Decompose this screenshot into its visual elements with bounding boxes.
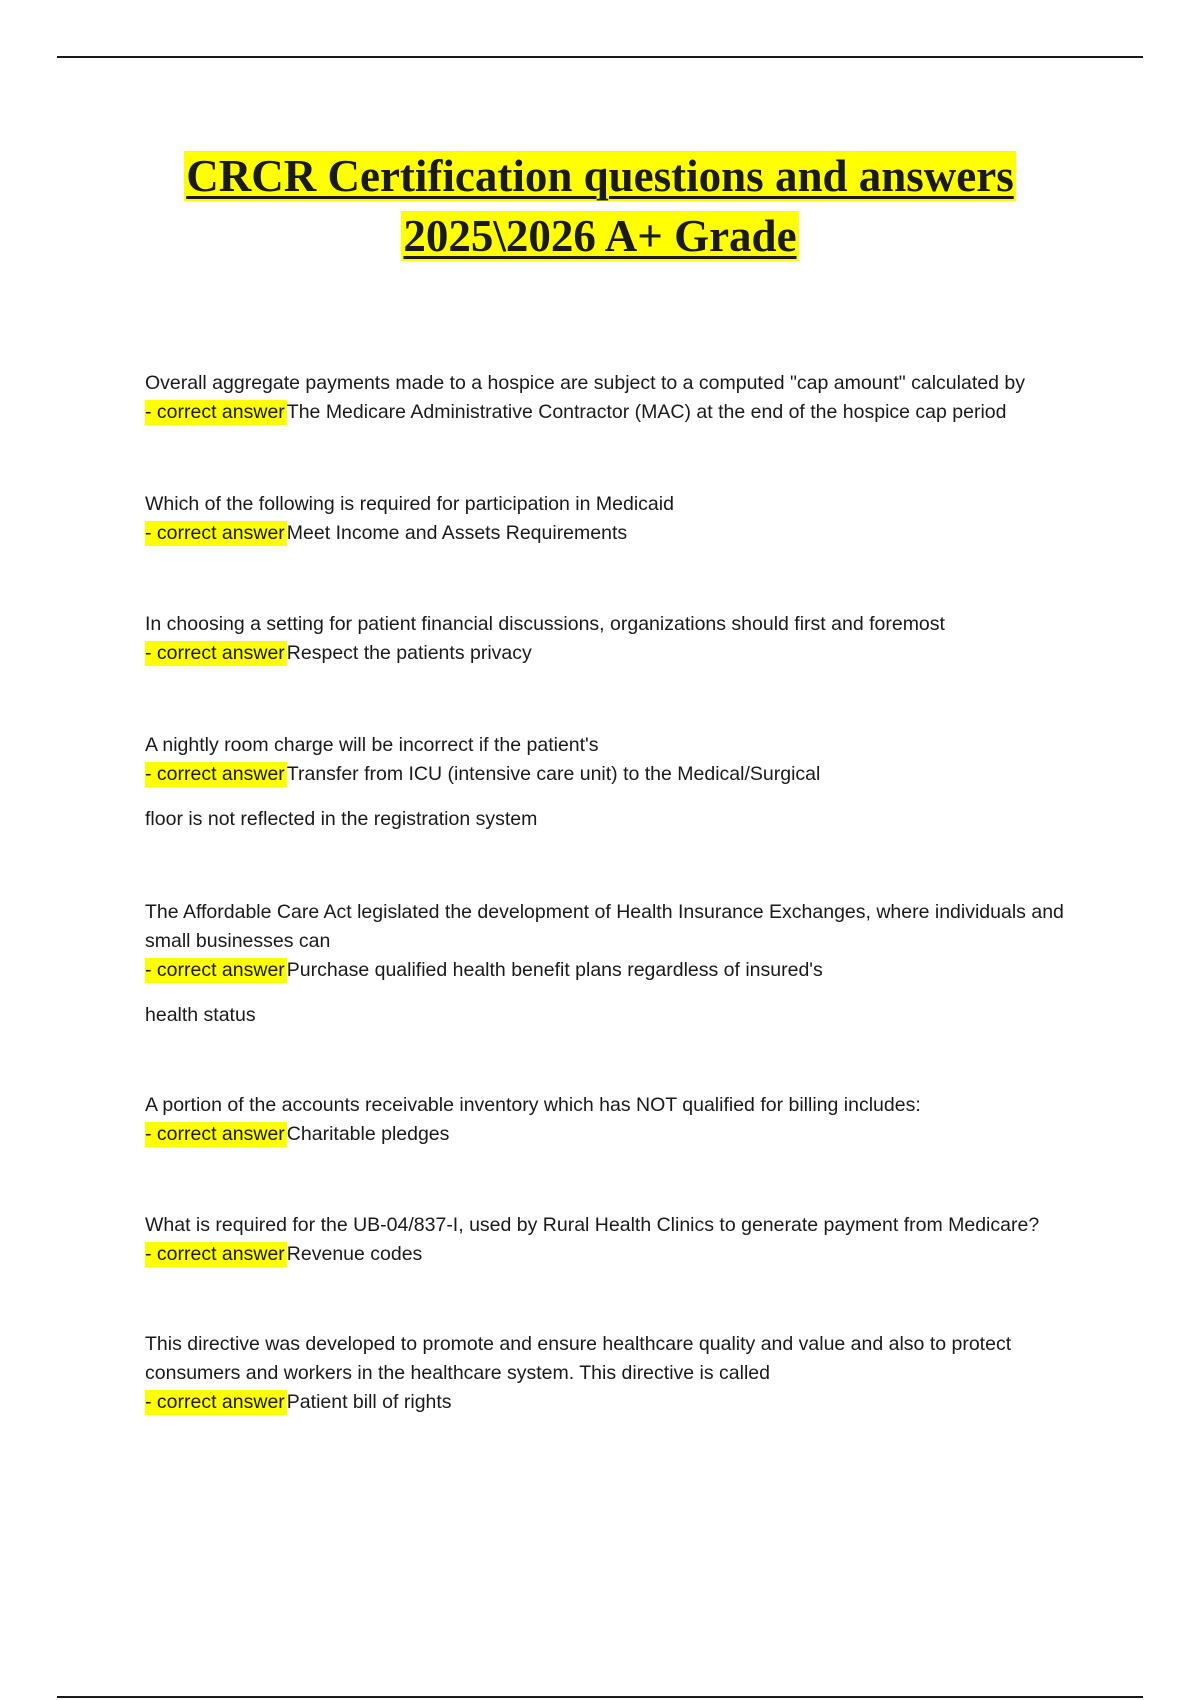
question-text: The Affordable Care Act legislated the development of Health Insurance Exchanges, where individuals and small businesses can <box>145 901 1064 952</box>
answer-text: Meet Income and Assets Requirements <box>286 522 628 544</box>
qa-item <box>145 731 1095 834</box>
answer-line <box>145 1388 1095 1417</box>
correct-answer-label: - correct answer <box>145 401 285 423</box>
answer-text: Purchase qualified health benefit plans regardless of insured's <box>286 959 823 981</box>
correct-answer-label: - correct answer <box>145 1123 285 1145</box>
question-text: What is required for the UB-04/837-I, used by Rural Health Clinics to generate payment from Medicare? <box>145 1214 1040 1236</box>
qa-item <box>145 490 1095 548</box>
answer-continued-text: health status <box>145 1004 256 1026</box>
qa-item <box>145 1091 1095 1149</box>
question-text: This directive was developed to promote and ensure healthcare quality and value and also to protect consumers and workers in the healthcare system. This directive is called <box>145 1333 1012 1384</box>
question-text: In choosing a setting for patient financial discussions, organizations should first and foremost <box>145 613 945 635</box>
header-rule <box>57 56 1143 58</box>
answer-text: Patient bill of rights <box>286 1391 452 1413</box>
correct-answer-label: - correct answer <box>145 642 285 664</box>
answer-line <box>145 398 1095 427</box>
answer-line <box>145 956 1095 985</box>
correct-answer-label: - correct answer <box>145 763 285 785</box>
qa-item <box>145 898 1095 1030</box>
correct-answer-label: - correct answer <box>145 959 285 981</box>
question-text: A portion of the accounts receivable inventory which has NOT qualified for billing includes: <box>145 1094 921 1116</box>
qa-item <box>145 1330 1095 1417</box>
title-line-2: 2025\2026 A+ Grade <box>403 211 797 261</box>
page-title <box>0 146 1200 266</box>
answer-line <box>145 1120 1095 1149</box>
correct-answer-label: - correct answer <box>145 522 285 544</box>
answer-text: Revenue codes <box>286 1243 423 1265</box>
footer-rule <box>57 1696 1143 1698</box>
answer-line <box>145 1240 1095 1269</box>
question-text: Which of the following is required for participation in Medicaid <box>145 493 674 515</box>
answer-line <box>145 519 1095 548</box>
answer-line <box>145 760 1095 789</box>
answer-continued-text: floor is not reflected in the registration system <box>145 808 538 830</box>
correct-answer-label: - correct answer <box>145 1391 285 1413</box>
correct-answer-label: - correct answer <box>145 1243 285 1265</box>
qa-item <box>145 610 1095 668</box>
answer-line <box>145 639 1095 668</box>
answer-text: Respect the patients privacy <box>286 642 532 664</box>
question-text: A nightly room charge will be incorrect if the patient's <box>145 734 599 756</box>
answer-text: The Medicare Administrative Contractor (MAC) at the end of the hospice cap period <box>286 401 1007 423</box>
title-line-1: CRCR Certification questions and answers <box>186 151 1014 201</box>
answer-text: Transfer from ICU (intensive care unit) to the Medical/Surgical <box>286 763 821 785</box>
qa-item <box>145 1211 1095 1269</box>
qa-item <box>145 369 1095 427</box>
question-text: Overall aggregate payments made to a hospice are subject to a computed "cap amount" calculated by <box>145 372 1025 394</box>
answer-text: Charitable pledges <box>286 1123 450 1145</box>
